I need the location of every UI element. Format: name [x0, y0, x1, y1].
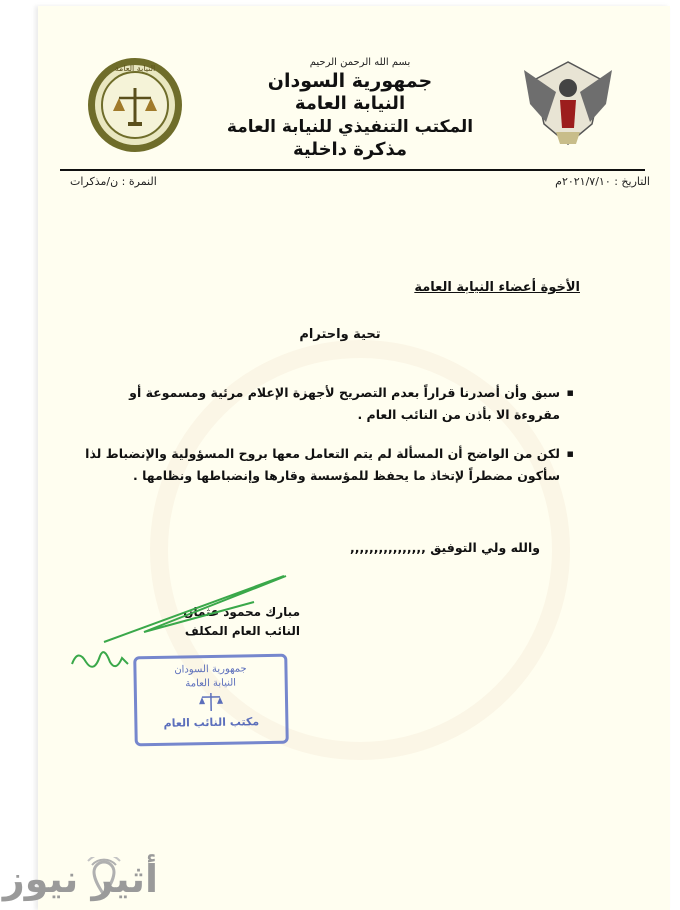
- header-memo-type: مذكرة داخلية: [292, 139, 408, 160]
- paragraph-1: [80, 382, 574, 426]
- memo-date: التاريخ : ٢٠٢١/٧/١٠م: [555, 175, 650, 188]
- signatory-title: النائب العام المكلف: [184, 624, 300, 638]
- stamp-line-3: مكتب النائب العام: [163, 715, 260, 730]
- signatory-name: مبارك محمود عثمان: [183, 605, 300, 619]
- paragraph-2-text: لكن من الواضح أن المسألة لم يتم التعامل معها بروح المسؤولية والإنضباط لذا سأكون مضطراً لإتخاذ ما يحفظ للمؤسسة وقارها وإنضباطها ونظامها .: [85, 446, 560, 483]
- bullet-icon: ▪: [566, 447, 574, 460]
- basmala: بسم الله الرحمن الرحيم: [309, 57, 411, 68]
- paragraph-2: [80, 443, 574, 487]
- scales-icon: [199, 691, 223, 713]
- addressee: الأخوة أعضاء النيابة العامة: [414, 280, 580, 295]
- sudan-emblem-icon: [516, 52, 620, 156]
- brand-watermark: [2, 855, 158, 905]
- header-office: المكتب التنفيذي للنيابة العامة: [226, 117, 474, 137]
- closing-line: والله ولي التوفيق ,,,,,,,,,,,,,,,,: [349, 540, 540, 555]
- seal-caption: النيابة العامة: [114, 64, 156, 73]
- brand-name: أثير نيوز: [2, 857, 158, 901]
- stamp-line-1: جمهورية السودان: [174, 663, 247, 676]
- header-prosecution: النيابة العامة: [294, 93, 406, 114]
- memo-reference: النمرة : ن/مذكرات: [70, 175, 157, 188]
- header-divider: [60, 169, 645, 171]
- official-stamp: [133, 654, 289, 747]
- paragraph-1-text: سبق وأن أصدرنا قراراً بعدم التصريح لأجهزة الإعلام مرئية ومسموعة أو مقروءة الا بأذن من النائب العام .: [129, 385, 560, 422]
- bullet-icon: ▪: [566, 386, 574, 399]
- greeting: تحية واحترام: [299, 327, 381, 342]
- stamp-line-2: النيابة العامة: [185, 677, 237, 690]
- header-country: جمهورية السودان: [267, 70, 433, 92]
